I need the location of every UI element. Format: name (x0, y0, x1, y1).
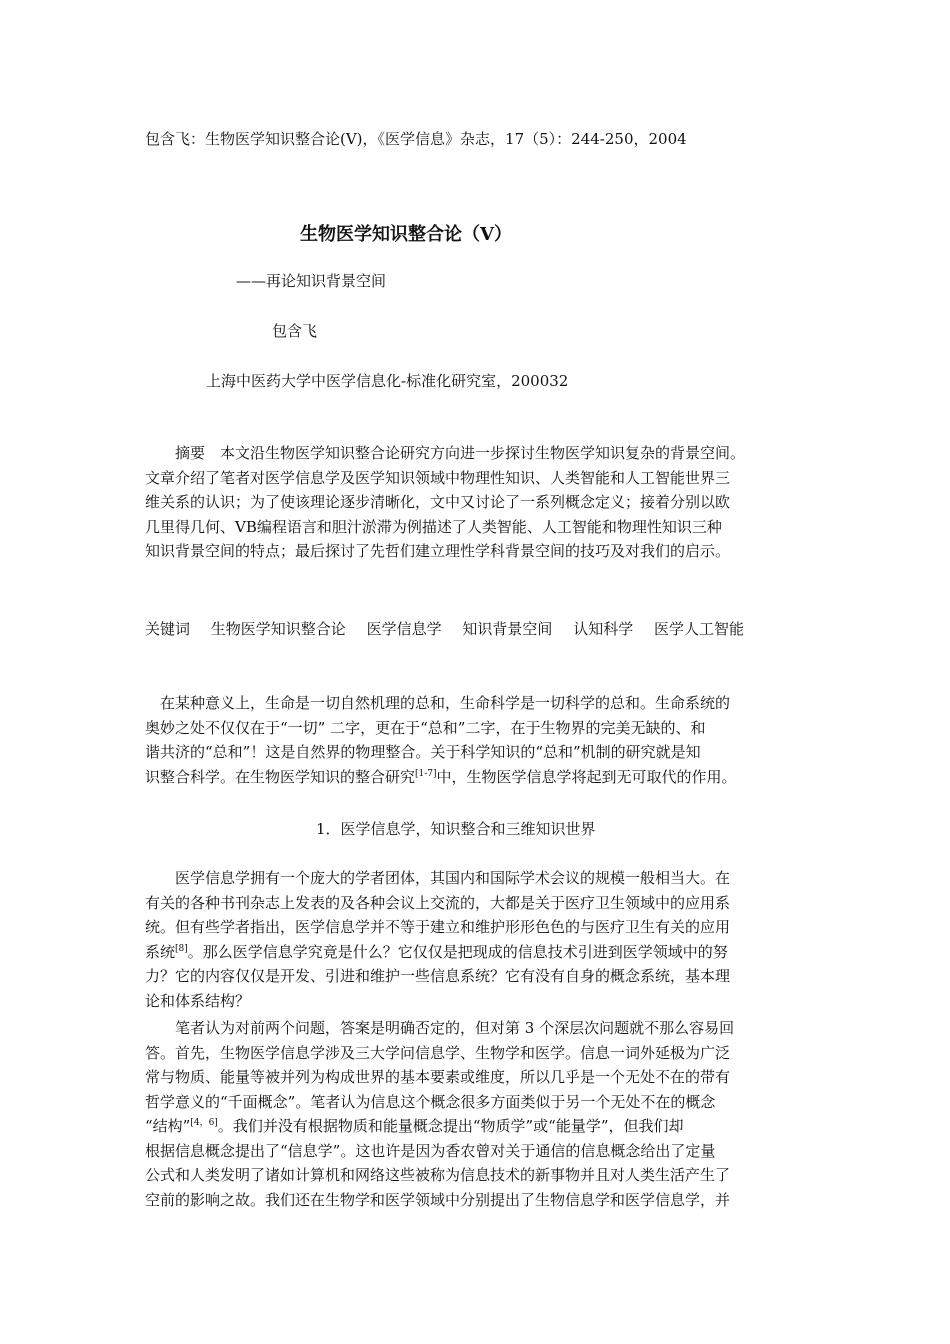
text-segment: “结构” (145, 1117, 191, 1135)
text-line (145, 1114, 805, 1139)
citation-line: 包含飞：生物医学知识整合论(V)，《医学信息》杂志，17（5）：244-250，2004 (145, 130, 687, 148)
keywords-label: 关键词 (145, 620, 191, 638)
text-line: 笔者认为对前两个问题，答案是明确否定的，但对第 3 个深层次问题就不那么容易回 (145, 1019, 735, 1037)
reference-marker: [4，6] (190, 1118, 218, 1128)
text-line: 答。首先，生物医学信息学涉及三大学问信息学、生物学和医学。信息一词外延极为广泛 (145, 1043, 731, 1062)
text-line (145, 940, 805, 965)
text-line: 力？它的内容仅仅是开发、引进和维护一些信息系统？它有没有自身的概念系统，基本理 (145, 967, 731, 985)
text-line: 医学信息学拥有一个庞大的学者团体，其国内和国际学术会议的规模一般相当大。在 (145, 869, 731, 887)
author-name: 包含飞 (272, 322, 318, 340)
abstract-line: 摘要 本文沿生物医学知识整合论研究方向进一步探讨生物医学知识复杂的背景空间。 (145, 444, 746, 462)
keyword: 认知科学 (573, 620, 634, 638)
keyword: 知识背景空间 (462, 620, 553, 638)
text-line: 谐共济的“总和”！这是自然界的物理整合。关于科学知识的“总和”机制的研究就是知 (145, 743, 701, 761)
keyword: 医学信息学 (366, 620, 442, 638)
text-line: 根据信息概念提出了“信息学”。这也许是因为香农曾对关于通信的信息概念给出了定量 (145, 1141, 716, 1160)
paper-title: 生物医学知识整合论（Ⅴ） (300, 224, 512, 245)
body-paragraph-1 (145, 866, 805, 1013)
text-segment: 。我们并没有根据物质和能量概念提出“物质学”或“能量学”，但我们却 (217, 1117, 684, 1135)
text-line: 空前的影响之故。我们还在生物学和医学领域中分别提出了生物信息学和医学信息学，并 (145, 1190, 731, 1209)
keyword: 医学人工智能 (653, 620, 744, 638)
intro-paragraph (145, 691, 805, 789)
text-line: 论和体系结构？ (145, 991, 251, 1010)
keywords-line (145, 618, 744, 639)
affiliation: 上海中医药大学中医学信息化-标准化研究室，200032 (206, 372, 569, 390)
abstract-line: 几里得几何、VB编程语言和胆汁淤滞为例描述了人类智能、人工智能和物理性知识三种 (145, 517, 722, 536)
reference-marker: [1-7] (415, 768, 437, 779)
text-segment: 识整合科学。在生物医学知识的整合研究 (145, 767, 416, 786)
text-line: 奥妙之处不仅仅在于“一切” 二字，更在于“总和”二字，在于生物界的完美无缺的、和 (145, 718, 706, 737)
abstract-paragraph (145, 441, 805, 564)
text-segment: 系统 (145, 942, 176, 961)
text-line: 有关的各种书刊杂志上发表的及各种会议上交流的，大都是关于医疗卫生领域中的应用系 (145, 893, 731, 912)
text-segment: 。那么医学信息学究竟是什么？它仅仅是把现成的信息技术引进到医学领域中的努 (187, 942, 728, 961)
abstract-line: 文章介绍了笔者对医学信息学及医学知识领域中物理性知识、人类智能和人工智能世界三 (145, 468, 731, 487)
paper-subtitle: ——再论知识背景空间 (236, 272, 387, 290)
abstract-line: 知识背景空间的特点；最后探讨了先哲们建立理性学科背景空间的技巧及对我们的启示。 (145, 542, 731, 560)
text-line: 在某种意义上，生命是一切自然机理的总和，生命科学是一切科学的总和。生命系统的 (145, 694, 731, 712)
text-line (145, 765, 805, 790)
section-heading: 1．医学信息学，知识整合和三维知识世界 (316, 820, 596, 838)
text-line: 常与物质、能量等被并列为构成世界的基本要素或维度，所以几乎是一个无处不在的带有 (145, 1068, 731, 1086)
text-line: 哲学意义的“千面概念”。笔者认为信息这个概念很多方面类似于另一个无处不在的概念 (145, 1092, 716, 1111)
reference-marker: [8] (175, 943, 188, 954)
keyword: 生物医学知识整合论 (210, 620, 346, 638)
body-paragraph-2 (145, 1016, 805, 1212)
text-line: 统。但有些学者指出，医学信息学并不等于建立和维护形形色色的与医疗卫生有关的应用 (145, 918, 731, 936)
text-segment: 中，生物医学信息学将起到无可取代的作用。 (436, 767, 737, 786)
abstract-line: 维关系的认识；为了使该理论逐步清晰化，文中又讨论了一系列概念定义；接着分别以欧 (145, 493, 731, 511)
text-line: 公式和人类发明了诸如计算机和网络这些被称为信息技术的新事物并且对人类生活产生了 (145, 1166, 731, 1184)
